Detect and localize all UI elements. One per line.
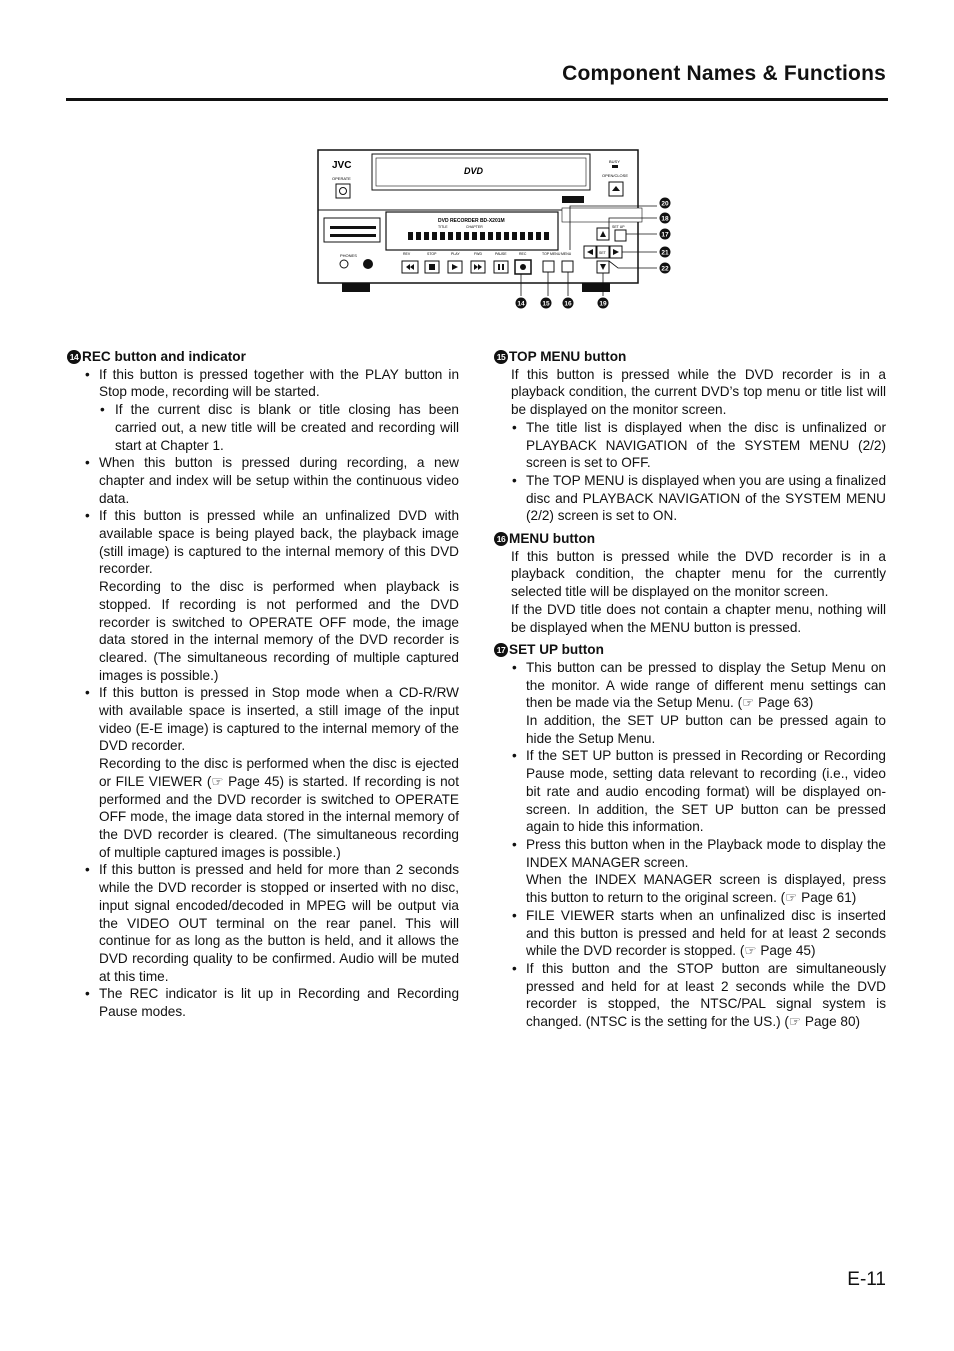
list-item: • The REC indicator is lit up in Recording and Recording Pause modes. bbox=[67, 985, 459, 1020]
list-item: • If the current disc is blank or title closing has been carried out, a new title will be created and recording will start at Chapter 1. bbox=[67, 401, 459, 454]
list-item: • FILE VIEWER starts when an unfinalized disc is inserted and this button is pressed and held for at least 2 seconds while the DVD recorder is stopped. (☞ Page 45) bbox=[494, 907, 886, 960]
callout-17: 17 bbox=[661, 231, 669, 239]
jvc-logo: JVC bbox=[332, 160, 352, 171]
rec-title-text: REC button and indicator bbox=[82, 349, 246, 364]
transport-label-pause: PAUSE bbox=[495, 252, 507, 256]
pause-button bbox=[494, 261, 508, 273]
setup-label: SET UP bbox=[612, 225, 625, 229]
menu-title-text: MENU button bbox=[509, 531, 596, 547]
top-menu-button bbox=[543, 261, 554, 272]
rec-number-badge: 14 bbox=[67, 350, 81, 364]
setup-bullet-list bbox=[494, 659, 886, 1031]
list-item: • Press this button when in the Playback mode to display the INDEX MANAGER screen. bbox=[494, 836, 886, 871]
transport-label-fwd: FWD bbox=[474, 252, 482, 256]
rec-bullet-list bbox=[67, 366, 459, 1021]
operate-button bbox=[336, 184, 350, 198]
menu-label: MENU bbox=[561, 252, 572, 256]
callout-18: 18 bbox=[661, 215, 669, 223]
title-display-label: TITLE bbox=[438, 225, 448, 229]
list-item-continuation: When the INDEX MANAGER screen is displayed, press this button to return to the original screen. (☞ Page 61) bbox=[526, 872, 886, 906]
list-item: • This button can be pressed to display the Setup Menu on the monitor. A wide range of different menu settings can then be made via the Setup Menu. (☞ Page 63) bbox=[494, 659, 886, 712]
busy-label: BUSY bbox=[609, 159, 620, 164]
callout-19: 19 bbox=[599, 300, 607, 308]
menu-intro-2: If the DVD title does not contain a chapter menu, nothing will be displayed when the MENU button is pressed. bbox=[511, 601, 886, 635]
setup-section-title bbox=[494, 641, 886, 659]
model-label: DVD RECORDER BD-X201M bbox=[438, 218, 505, 224]
callout-15: 15 bbox=[542, 300, 550, 308]
top-menu-number-badge: 15 bbox=[494, 350, 508, 364]
list-item: • When this button is pressed during recording, a new chapter and index will be setup within the continuous video data. bbox=[67, 454, 459, 507]
list-item: • If this button is pressed and held for more than 2 seconds while the DVD recorder is stopped or inserted with no disc, input signal encoded/decoded in MPEG will be output via the VIDEO OUT terminal on the rear panel. This will continue for as long as the button is held, and it allows the DVD recording quality to be confirmed. Audio will be muted at this time. bbox=[67, 861, 459, 985]
top-menu-intro: If this button is pressed while the DVD recorder is in a playback condition, the current DVD’s top menu or title list will be displayed on the monitor screen. bbox=[511, 366, 886, 418]
setup-button bbox=[615, 230, 626, 241]
top-menu-label: TOP MENU bbox=[542, 252, 561, 256]
menu-section-title bbox=[494, 530, 886, 548]
list-item: • If this button is pressed together with the PLAY button in Stop mode, recording will be started. bbox=[67, 366, 459, 401]
list-item-continuation: In addition, the SET UP button can be pressed again to hide the Setup Menu. bbox=[526, 713, 886, 746]
callout-16: 16 bbox=[564, 300, 572, 308]
top-menu-section-title bbox=[494, 348, 886, 366]
list-item: • If the SET UP button is pressed in Recording or Recording Pause mode, setting data relevant to recording (i.e., video bit rate and audio encoding format) will be displayed on-screen. In addition, the SET UP button can be pressed again to hide this information. bbox=[494, 747, 886, 836]
callout-22: 22 bbox=[661, 265, 669, 273]
list-item-continuation: Recording to the disc is performed when playback is stopped. If recording is not performed and the DVD recorder is switched to OPERATE OFF mode, the image data stored in the internal memory of the DVD recorder is cleared. (The simultaneous recording of multiple captured images is possible.) bbox=[99, 579, 459, 683]
setup-title-text: SET UP button bbox=[509, 642, 604, 658]
right-column bbox=[494, 348, 886, 1031]
menu-button bbox=[562, 261, 573, 272]
page-header-title: Component Names & Functions bbox=[562, 62, 886, 85]
page-number: E-11 bbox=[847, 1269, 886, 1290]
operate-label: OPERATE bbox=[332, 176, 351, 181]
top-menu-bullet-list bbox=[494, 419, 886, 525]
phones-label: PHONES bbox=[340, 253, 357, 258]
list-item: • The TOP MENU is displayed when you are using a finalized disc and PLAYBACK NAVIGATION of the SYSTEM MENU (2/2) screen is set to ON. bbox=[494, 472, 886, 525]
menu-intro-1: If this button is pressed while the DVD recorder is in a playback condition, the chapter menu for the currently selected title will be displayed on the monitor screen. bbox=[511, 548, 886, 600]
phones-level-knob bbox=[363, 259, 373, 269]
rec-section-title bbox=[67, 348, 459, 366]
list-item: • The title list is displayed when the disc is unfinalized or PLAYBACK NAVIGATION of the SYSTEM MENU (2/2) screen is set to OFF. bbox=[494, 419, 886, 472]
transport-label-rev: REV bbox=[403, 252, 411, 256]
callout-20: 20 bbox=[661, 200, 669, 208]
phones-jack bbox=[340, 260, 348, 268]
set-label: SET bbox=[599, 251, 606, 255]
transport-label-play: PLAY bbox=[451, 252, 460, 256]
list-item: • If this button is pressed in Stop mode when a CD-R/RW with available space is inserted, a still image of the input video (E-E image) is captured to the internal memory of the DVD recorder. bbox=[67, 684, 459, 755]
setup-number-badge: 17 bbox=[494, 643, 508, 657]
level-meter bbox=[324, 218, 380, 242]
header-rule bbox=[66, 98, 888, 101]
dvd-recorder-front-panel-illustration bbox=[300, 140, 700, 320]
chapter-display-label: CHAPTER bbox=[466, 225, 483, 229]
open-close-label: OPEN/CLOSE bbox=[602, 173, 629, 178]
callout-14: 14 bbox=[517, 300, 525, 308]
list-item: • If this button and the STOP button are simultaneously pressed and held for at least 2 seconds while the DVD recorder is stopped, the NTSC/PAL signal system is changed. (NTSC is the setting for the US.) (☞ Page 80) bbox=[494, 960, 886, 1031]
dvd-logo: DVD bbox=[464, 166, 484, 176]
callout-21: 21 bbox=[661, 249, 669, 257]
list-item: • If this button is pressed while an unfinalized DVD with available space is being played back, the playback image (still image) is captured to the internal memory of this DVD recorder. bbox=[67, 507, 459, 578]
transport-label-stop: STOP bbox=[427, 252, 437, 256]
left-column bbox=[67, 348, 459, 1021]
list-item-continuation: Recording to the disc is performed when the disc is ejected or FILE VIEWER (☞ Page 45) is started. If recording is not performed and the DVD recorder is switched to OPERATE OFF mode, the image data stored in the internal memory of the DVD recorder is cleared. (The simultaneous recording of multiple captured images is possible.) bbox=[99, 756, 459, 860]
transport-label-rec: REC bbox=[519, 252, 527, 256]
top-menu-title-text: TOP MENU button bbox=[509, 349, 627, 364]
menu-number-badge: 16 bbox=[494, 532, 508, 546]
